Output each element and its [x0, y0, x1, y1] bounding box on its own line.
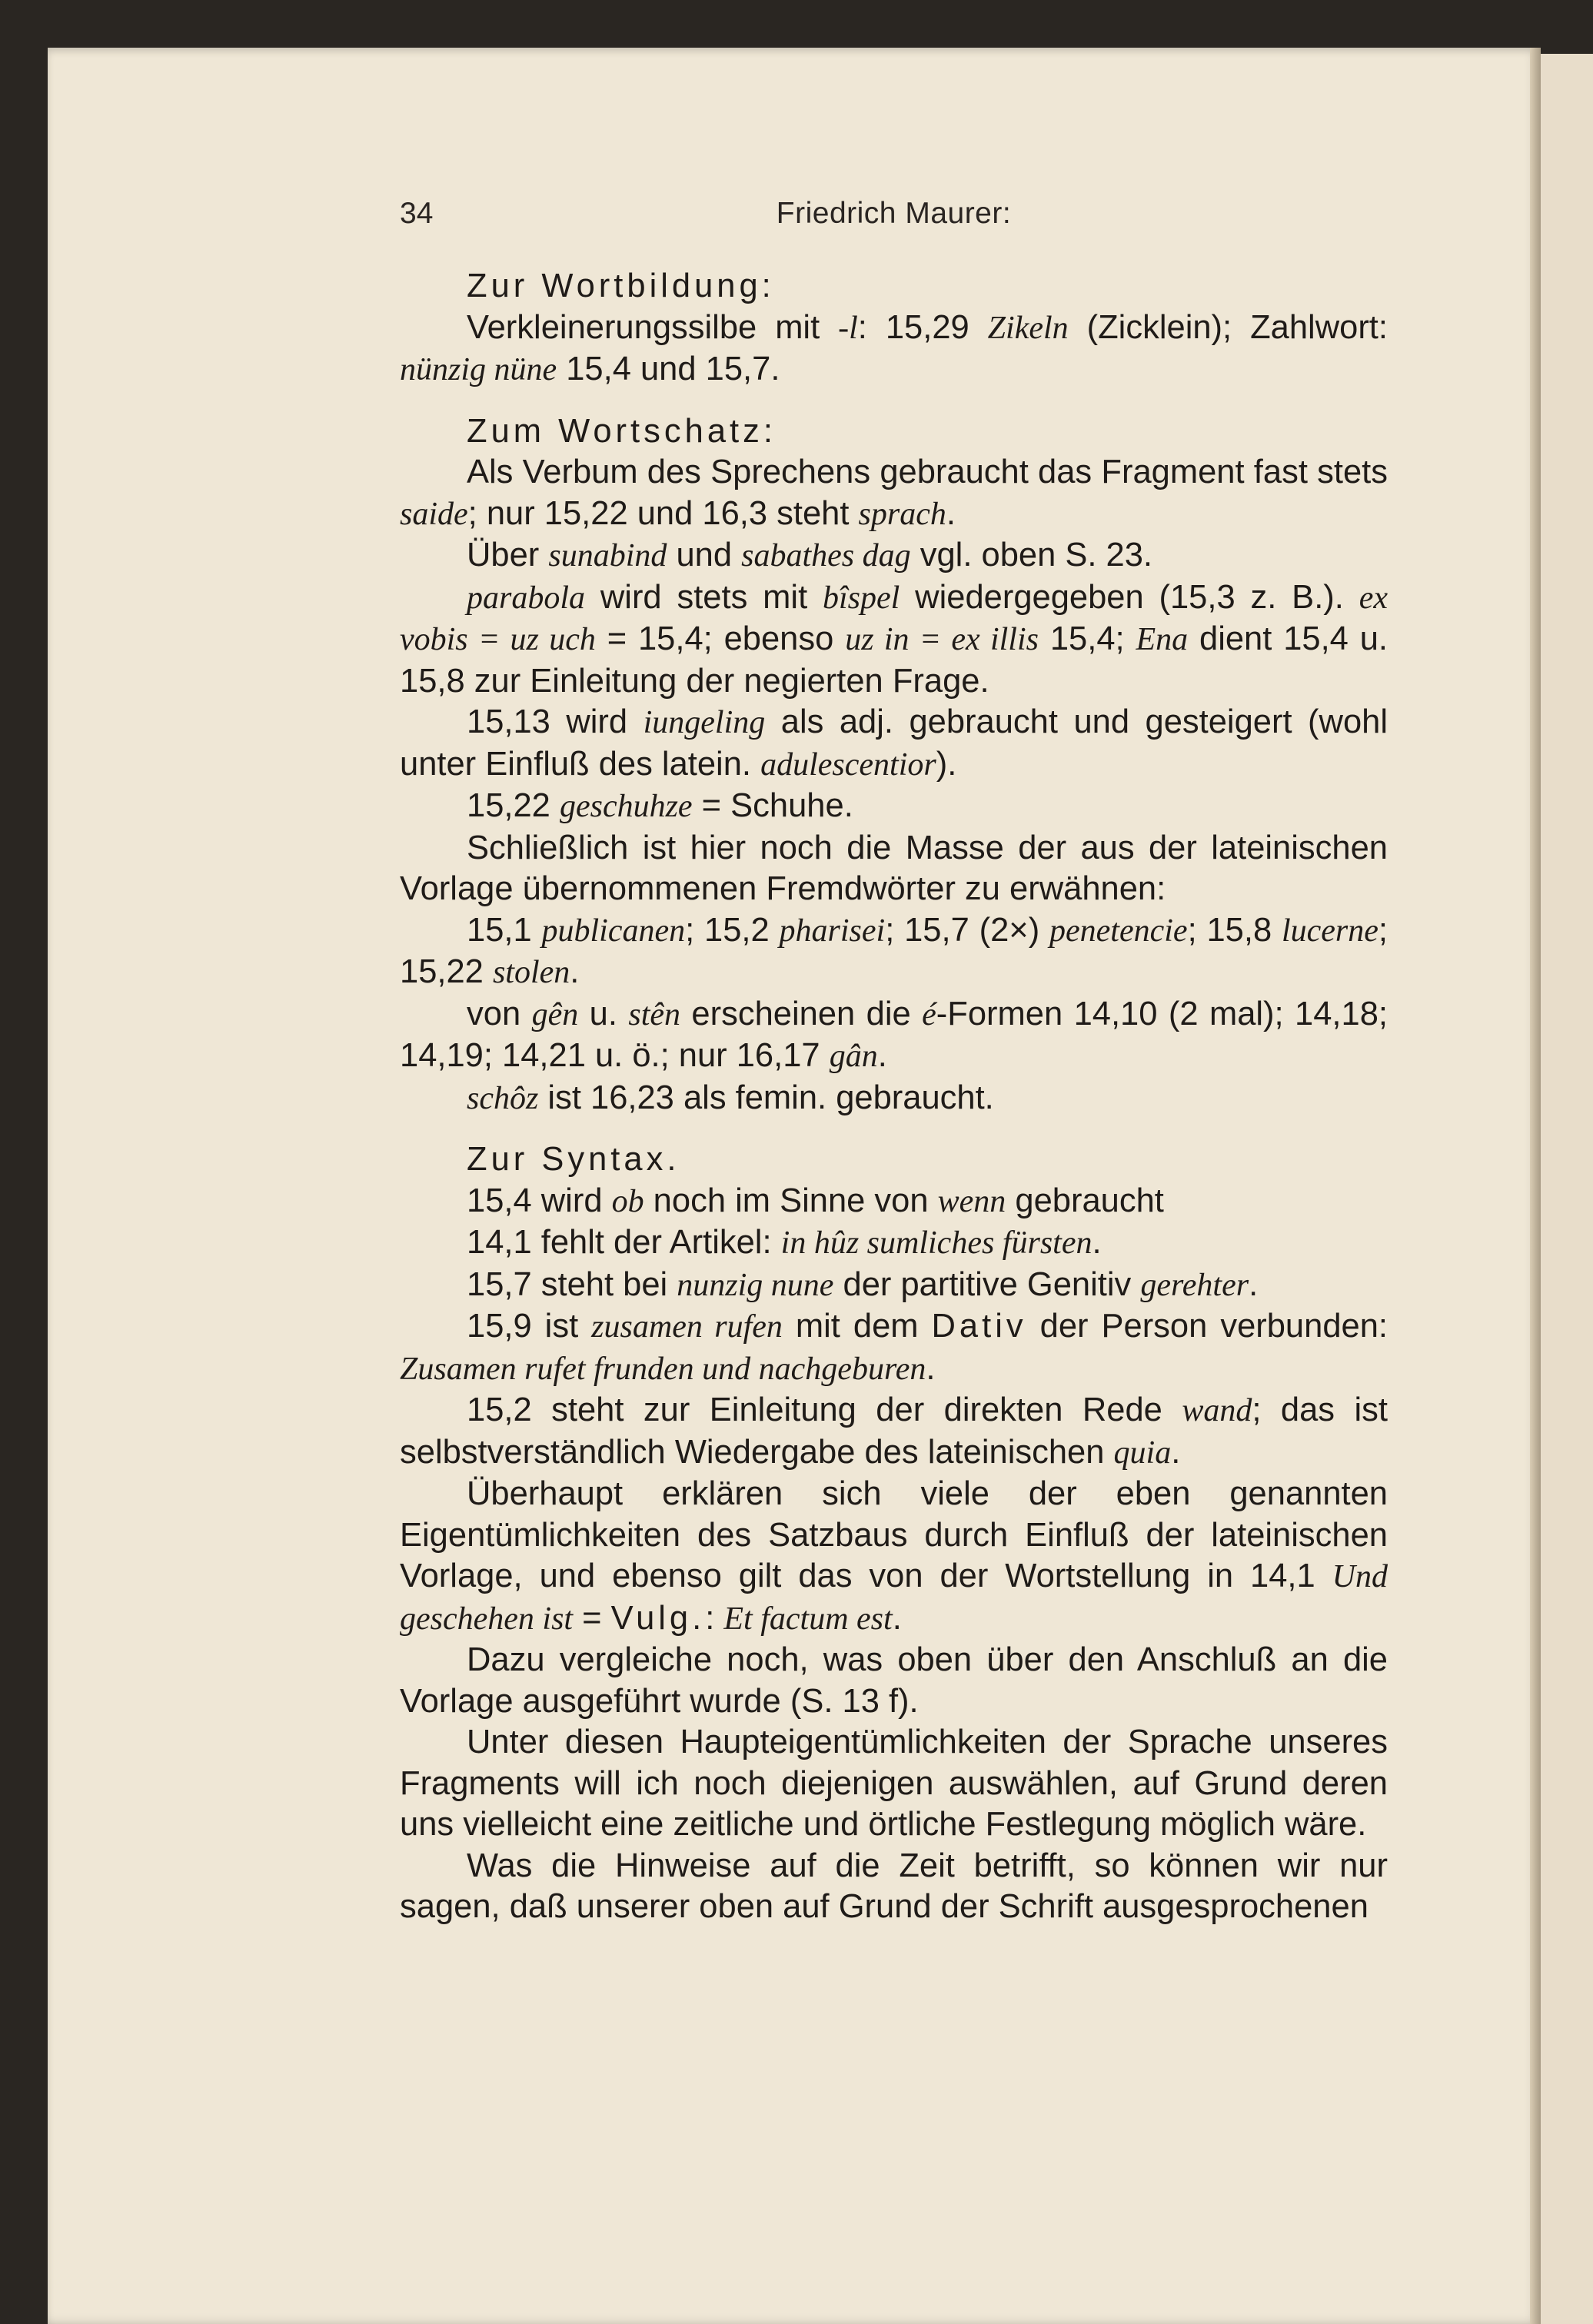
paragraph-verbum-sprechens: Als Verbum des Sprechens gebraucht das Fragment fast stets saide; nur 15,22 und 16,3 steht sprach. — [400, 454, 1388, 532]
paragraph-direkte-rede: 15,2 steht zur Einleitung der direkten Rede wand; das ist selbstverständlich Wiedergabe des lateinischen quia. — [400, 1391, 1388, 1471]
paragraph-artikel: 14,1 fehlt der Artikel: in hûz sumliches fürsten. — [467, 1224, 1102, 1261]
paragraph-eigentuemlichkeiten: Überhaupt erklären sich viele der eben genannten Eigentümlichkeiten des Satzbaus durch Einfluß der lateinischen Vorlage, und ebenso gilt das von der Wortstellung in 14,1 Und geschehen ist = Vulg.: Et factum est. — [400, 1475, 1388, 1637]
page-spine-shadow — [1530, 48, 1541, 2324]
paragraph-e-formen: von gên u. stên erscheinen die é-Formen 14,10 (2 mal); 14,18; 14,19; 14,21 u. ö.; nur 16,17 gân. — [400, 995, 1388, 1074]
running-title: Friedrich Maurer: — [776, 197, 1012, 230]
section-heading-syntax: Zur Syntax. — [467, 1141, 680, 1178]
paragraph-dativ: 15,9 ist zusamen rufen mit dem Dativ der Person verbunden: Zusamen rufet frunden und nachgeburen. — [400, 1308, 1388, 1387]
paragraph-wortbildung: Verkleinerungssilbe mit -l: 15,29 Zikeln (Zicklein); Zahlwort: nünzig nüne 15,4 und 15,7. — [400, 308, 1388, 387]
paragraph-fremdwoerter: Schließlich ist hier noch die Masse der aus der lateinischen Vorlage übernommenen Fremdwörter zu erwähnen: — [400, 829, 1388, 907]
page-number: 34 — [400, 197, 434, 230]
adjacent-page-edge — [1541, 54, 1593, 2324]
paragraph-geschuhze: 15,22 geschuhze = Schuhe. — [467, 787, 853, 824]
paragraph-anschluss: Dazu vergleiche noch, was oben über den Anschluß an die Vorlage ausgeführt wurde (S. 13 f). — [400, 1641, 1388, 1720]
section-heading-wortschatz: Zum Wortschatz: — [467, 412, 777, 450]
paragraph-ob: 15,4 wird ob noch im Sinne von wenn gebraucht — [467, 1182, 1164, 1219]
section-heading-wortbildung: Zur Wortbildung: — [467, 268, 775, 304]
paragraph-haupteigentuemlichkeiten: Unter diesen Haupteigentümlichkeiten der Sprache unseres Fragments will ich noch diejenigen auswählen, auf Grund deren uns vielleicht eine zeitliche und örtliche Festlegung möglich wäre. — [400, 1724, 1388, 1843]
paragraph-iungeling: 15,13 wird iungeling als adj. gebraucht und gesteigert (wohl unter Einfluß des latein. adulescentior). — [400, 703, 1388, 783]
paragraph-fremdwoerter-list: 15,1 publicanen; 15,2 pharisei; 15,7 (2×) penetencie; 15,8 lucerne; 15,22 stolen. — [400, 911, 1388, 990]
running-header — [400, 197, 1388, 243]
page-body — [400, 266, 1388, 1928]
paragraph-zeit: Was die Hinweise auf die Zeit betrifft, so können wir nur sagen, daß unserer oben auf Grund der Schrift ausgesprochenen — [400, 1847, 1388, 1925]
paragraph-sunabind: Über sunabind und sabathes dag vgl. oben S. 23. — [467, 537, 1153, 574]
paragraph-parabola: parabola wird stets mit bîspel wiedergegeben (15,3 z. B.). ex vobis = uz uch = 15,4; ebenso uz in = ex illis 15,4; Ena dient 15,4 u. 15,8 zur Einleitung der negierten Frage. — [400, 578, 1388, 700]
paragraph-genitiv: 15,7 steht bei nunzig nune der partitive Genitiv gerehter. — [467, 1265, 1259, 1303]
paragraph-schoz: schôz ist 16,23 als femin. gebraucht. — [467, 1079, 994, 1116]
